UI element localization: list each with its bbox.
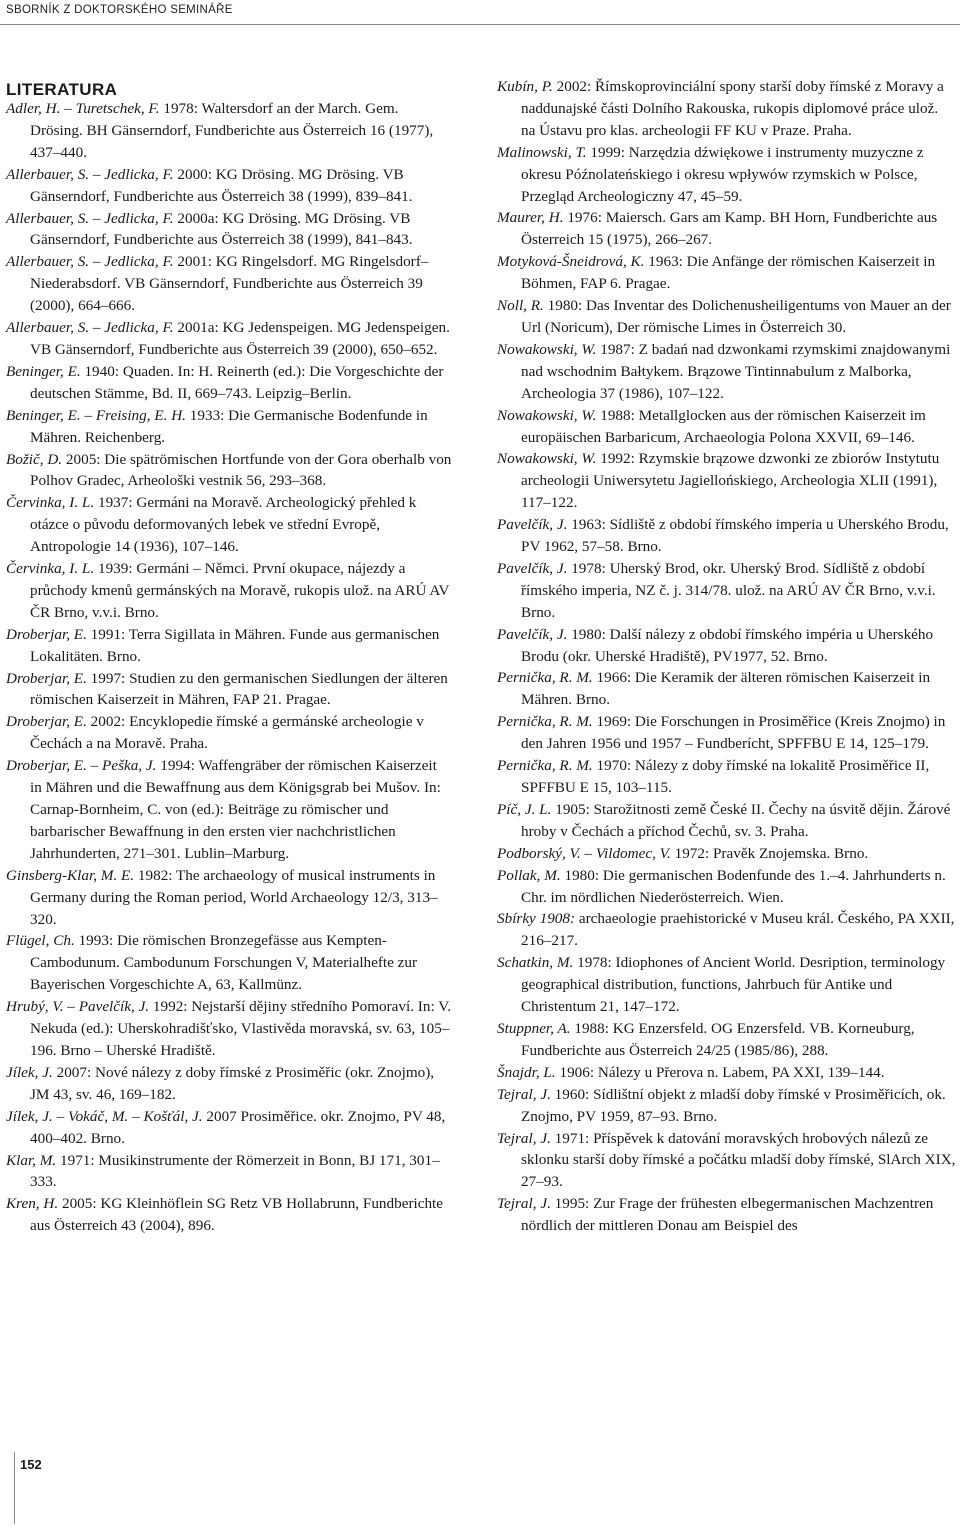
bibliography-entry xyxy=(497,514,956,558)
bibliography-entry xyxy=(497,76,956,142)
entry-text: 1994: Waffengräber der römischen Kaiserzeit in Mähren und die Bewaffnung aus dem Königsgrab bei Mušov. In: Carnap-Bornheim, C. von (ed.): Beiträge zu römischer und barbarischer Bewaffnung in den ersten vier nachchristlichen Jahrhunderten, 271–301. Lublin–Marburg. xyxy=(30,757,441,862)
bibliography-entry xyxy=(497,667,956,711)
entry-author: Tejral, J. xyxy=(497,1195,551,1213)
bibliography-entry xyxy=(497,251,956,295)
bibliography-entry xyxy=(497,624,956,668)
bibliography-entry xyxy=(6,1193,452,1237)
bibliography-entry xyxy=(6,668,452,712)
entry-text: 1963: Die Anfänge der römischen Kaiserzeit in Böhmen, FAP 6. Pragae. xyxy=(521,253,936,293)
bibliography-entry xyxy=(6,930,452,996)
entry-text: 2002: Římskoprovinciální spony starší doby římské z Moravy a naddunajské části Dolního Rakouska, rukopis diplomové práce ulož. na Ústavu pro klas. archeologii FF KU v Praze. Praha. xyxy=(521,78,944,139)
bibliography-entry xyxy=(6,865,452,931)
entry-author: Nowakowski, W. xyxy=(497,406,597,424)
entry-author: Jílek, J. – Vokáč, M. – Košťál, J. xyxy=(6,1107,203,1125)
entry-text: 1939: Germáni – Němci. První okupace, nájezdy a průchody kmenů germánských na Moravě, rukopis ulož. na ARÚ AV ČR Brno, v.v.i. Brno. xyxy=(30,560,450,621)
entry-text: 2000a: KG Drösing. MG Drösing. VB Gänserndorf, Fundberichte aus Österreich 38 (1999), 841–843. xyxy=(30,209,413,249)
entry-author: Červinka, I. L. xyxy=(6,560,95,578)
entry-author: Allerbauer, S. – Jedlicka, F. xyxy=(6,253,174,271)
bibliography-entry xyxy=(6,1106,452,1150)
header-divider xyxy=(0,24,960,25)
bibliography-entry xyxy=(497,207,956,251)
entry-text: 2005: KG Kleinhöflein SG Retz VB Hollabrunn, Fundberichte aus Österreich 43 (2004), 896. xyxy=(30,1195,444,1235)
entry-text: 1969: Die Forschungen in Prosiměřice (Kreis Znojmo) in den Jahren 1956 und 1957 – Fundberícht, SPFFBU E 14, 125–179. xyxy=(521,713,946,753)
bibliography-entry xyxy=(6,251,452,317)
bibliography-entry xyxy=(6,558,452,624)
entry-text: 1988: KG Enzersfeld. OG Enzersfeld. VB. Korneuburg, Fundberichte aus Österreich 24/25 (1985/86), 288. xyxy=(521,1019,915,1059)
section-title: LITERATURA xyxy=(6,80,118,99)
entry-author: Pernička, R. M. xyxy=(497,757,593,775)
entry-text: 1905: Starožitnosti země České II. Čechy na úsvitě dějin. Žárové hroby v Čechách a příchod Čechů, sv. 3. Praha. xyxy=(521,800,951,840)
entry-text: 1999: Narzędzia dźwiękowe i instrumenty muzyczne z okresu Późnolateńskiego i okresu wpływów rzymskich w Polsce, Przegląd Archeologiczny 47, 45–59. xyxy=(521,143,924,205)
bibliography-entry xyxy=(497,865,956,909)
bibliography-entry xyxy=(6,98,452,164)
bibliography-entry xyxy=(6,492,452,558)
entry-author: Droberjar, E. xyxy=(6,713,87,731)
entry-text: 1978: Waltersdorf an der March. Gem. Drösing. BH Gänserndorf, Fundberichte aus Österreich 16 (1977), 437–440. xyxy=(30,100,434,161)
entry-text: 1988: Metallglocken aus der römischen Kaiserzeit im europäischen Barbaricum, Archaeologia Polona XXVII, 69–146. xyxy=(521,406,926,446)
entry-author: Podborský, V. – Vildomec, V. xyxy=(497,844,671,862)
bibliography-entry xyxy=(497,1018,956,1062)
entry-author: Pernička, R. M. xyxy=(497,669,593,687)
entry-text: 1906: Nálezy u Přerova n. Labem, PA XXI, 139–144. xyxy=(555,1063,885,1081)
entry-text: 1992: Nejstarší dějiny středního Pomoraví. In: V. Nekuda (ed.): Uherskohradišťsko, Vlastivěda moravská, sv. 63, 105–196. Brno – Uherské Hradiště. xyxy=(30,998,452,1059)
entry-author: Tejral, J. xyxy=(497,1129,551,1147)
entry-author: Klar, M. xyxy=(6,1151,57,1169)
entry-text: 1980: Das Inventar des Dolichenusheiligentums von Mauer an der Url (Noricum), Der römische Limes in Österreich 30. xyxy=(521,297,951,336)
entry-author: Šnajdr, L. xyxy=(497,1063,556,1081)
entry-author: Droberjar, E. xyxy=(6,669,87,687)
entry-author: Pernička, R. M. xyxy=(497,713,593,731)
bibliography-entry xyxy=(6,405,452,449)
entry-text: 2001: KG Ringelsdorf. MG Ringelsdorf–Niederabsdorf. VB Gänserndorf, Fundberichte aus Österreich 39 (2000), 664–666. xyxy=(30,253,429,315)
entry-author: Tejral, J. xyxy=(497,1085,551,1103)
bibliography-entry xyxy=(6,361,452,405)
bibliography-entry xyxy=(497,908,956,952)
bibliography-entry xyxy=(6,208,452,252)
entry-author: Pavelčík, J. xyxy=(497,625,568,643)
bibliography-entry xyxy=(6,449,452,493)
entry-author: Beninger, E. xyxy=(6,362,81,380)
entry-author: Pavelčík, J. xyxy=(497,516,568,534)
bibliography-entry xyxy=(497,952,956,1018)
entry-author: Motyková-Šneidrová, K. xyxy=(497,253,645,271)
entry-text: 1933: Die Germanische Bodenfunde in Mähren. Reichenberg. xyxy=(30,406,428,446)
bibliography-entry xyxy=(497,1084,956,1128)
entry-author: Božič, D. xyxy=(6,450,63,468)
entry-text: 1997: Studien zu den germanischen Siedlungen der älteren römischen Kaiserzeit in Mähren, FAP 21. Pragae. xyxy=(30,669,448,709)
footer-divider xyxy=(14,1452,15,1524)
entry-author: Stuppner, A. xyxy=(497,1019,571,1037)
entry-text: 1966: Die Keramik der älteren römischen Kaiserzeit in Mähren. Brno. xyxy=(521,669,931,709)
entry-text: 2001a: KG Jedenspeigen. MG Jedenspeigen. VB Gänserndorf, Fundberichte aus Österreich 39 (2000), 650–652. xyxy=(30,319,450,358)
bibliography-entry xyxy=(497,295,956,339)
bibliography-entry xyxy=(6,1062,452,1106)
bibliography-entry xyxy=(497,448,956,514)
entry-author: Hrubý, V. – Pavelčík, J. xyxy=(6,998,150,1016)
entry-author: Allerbauer, S. – Jedlicka, F. xyxy=(6,209,174,227)
bibliography-entry xyxy=(497,711,956,755)
entry-author: Beninger, E. – Freising, E. H. xyxy=(6,406,186,424)
entry-author: Jílek, J. xyxy=(6,1063,53,1081)
entry-text: 2007: Nové nálezy z doby římské z Prosiměřic (okr. Znojmo), JM 43, sv. 46, 169–182. xyxy=(30,1063,435,1103)
entry-text: 1937: Germáni na Moravě. Archeologický přehled k otázce o původu deformovaných lebek ve střední Evropě, Antropologie 14 (1936), 107–146. xyxy=(30,494,417,556)
entry-text: 1995: Zur Frage der frühesten elbegermanischen Machzentren nördlich der mittleren Donau am Beispiel des xyxy=(521,1195,934,1235)
entry-text: archaeologie praehistorické v Museu král. Českého, PA XXII, 216–217. xyxy=(521,910,955,950)
entry-text: 1993: Die römischen Bronzegefässe aus Kempten-Cambodunum. Cambodunum Forschungen V, Materialhefte zur Bayerischen Vorgeschichte A, 63, Kallmünz. xyxy=(30,932,418,994)
entry-text: 1982: The archaeology of musical instruments in Germany during the Roman period, World Archaeology 12/3, 313–320. xyxy=(30,866,438,928)
entry-text: 2007 Prosiměřice. okr. Znojmo, PV 48, 400–402. Brno. xyxy=(30,1107,446,1147)
entry-author: Allerbauer, S. – Jedlicka, F. xyxy=(6,165,174,183)
entry-author: Adler, H. – Turetschek, F. xyxy=(6,100,160,117)
bibliography-entry xyxy=(497,1128,956,1194)
page-number: 152 xyxy=(20,1457,42,1472)
entry-author: Ginsberg-Klar, M. E. xyxy=(6,866,135,884)
entry-author: Nowakowski, W. xyxy=(497,450,597,468)
entry-text: 1976: Maiersch. Gars am Kamp. BH Horn, Fundberichte aus Österreich 15 (1975), 266–267. xyxy=(521,209,938,249)
bibliography-left-column xyxy=(6,98,452,1237)
bibliography-entry xyxy=(6,624,452,668)
bibliography-entry xyxy=(497,843,956,865)
entry-author: Pavelčík, J. xyxy=(497,559,568,577)
entry-text: 1940: Quaden. In: H. Reinerth (ed.): Die Vorgeschichte der deutschen Stämme, Bd. II, 669–743. Leipzig–Berlin. xyxy=(30,362,444,402)
bibliography-entry xyxy=(6,317,452,361)
bibliography-entry xyxy=(6,996,452,1062)
entry-author: Maurer, H. xyxy=(497,209,564,227)
entry-text: 1980: Die germanischen Bodenfunde des 1.–4. Jahrhunderts n. Chr. im nördlichen Niederösterreich. Wien. xyxy=(521,866,946,906)
bibliography-entry xyxy=(6,1150,452,1194)
entry-text: 2002: Encyklopedie římské a germánské archeologie v Čechách a na Moravě. Praha. xyxy=(30,713,424,753)
entry-author: Droberjar, E. – Peška, J. xyxy=(6,757,157,775)
bibliography-entry xyxy=(497,558,956,624)
entry-text: 2005: Die spätrömischen Hortfunde von der Gora oberhalb von Polhov Gradec, Arheološki vestnik 56, 293–368. xyxy=(30,450,452,490)
bibliography-entry xyxy=(497,1193,956,1237)
entry-author: Kren, H. xyxy=(6,1195,59,1213)
bibliography-right-column xyxy=(497,76,956,1237)
entry-author: Kubín, P. xyxy=(497,78,553,95)
entry-author: Červinka, I. L. xyxy=(6,494,95,512)
entry-author: Droberjar, E. xyxy=(6,625,87,643)
entry-text: 1978: Idiophones of Ancient World. Desription, terminology geographical distribution, functions, Jahrbuch für Antike und Christentum 21, 147–172. xyxy=(521,954,946,1016)
entry-text: 1991: Terra Sigillata in Mähren. Funde aus germanischen Lokalitäten. Brno. xyxy=(30,625,440,665)
entry-text: 1963: Sídliště z období římského imperia u Uherského Brodu, PV 1962, 57–58. Brno. xyxy=(521,516,949,556)
entry-author: Sbírky 1908: xyxy=(497,910,576,928)
bibliography-entry xyxy=(6,755,452,865)
entry-author: Noll, R. xyxy=(497,297,544,315)
bibliography-entry xyxy=(497,339,956,405)
entry-text: 1978: Uherský Brod, okr. Uherský Brod. Sídliště z období římského imperia, NZ č. j. 314/78. ulož. na ARÚ AV ČR Brno, v.v.i. Brno. xyxy=(521,559,936,621)
entry-author: Píč, J. L. xyxy=(497,800,552,818)
entry-text: 1971: Příspěvek k datování moravských hrobových nálezů ze sklonku starší doby římské a počátku mladší doby římské, SlArch XIX, 27–93. xyxy=(521,1129,956,1191)
entry-text: 1971: Musikinstrumente der Römerzeit in Bonn, BJ 171, 301–333. xyxy=(30,1151,440,1191)
entry-text: 2000: KG Drösing. MG Drösing. VB Gänserndorf, Fundberichte aus Österreich 38 (1999), 839–841. xyxy=(30,165,413,205)
bibliography-entry xyxy=(497,142,956,208)
entry-author: Flügel, Ch. xyxy=(6,932,75,950)
entry-text: 1972: Pravěk Znojemska. Brno. xyxy=(670,844,869,862)
bibliography-entry xyxy=(6,711,452,755)
entry-text: 1992: Rzymskie brązowe dzwonki ze zbiorów Instytutu archeologii Uniwersytetu Jagiellońskiego, Archeologia XLII (1991), 117–122. xyxy=(521,450,940,512)
bibliography-entry xyxy=(497,755,956,799)
entry-text: 1980: Další nálezy z období římského impéria u Uherského Brodu (okr. Uherské Hradiště), PV1977, 52. Brno. xyxy=(521,625,934,665)
entry-author: Pollak, M. xyxy=(497,866,561,884)
entry-text: 1960: Sídlištní objekt z mladší doby římské v Prosiměřicích, ok. Znojmo, PV 1959, 87–93. Brno. xyxy=(521,1085,946,1125)
entry-text: 1987: Z badań nad dzwonkami rzymskimi znajdowanymi nad wschodnim Bałtykem. Brązowe Tintinnabulum z Malborka, Archeologia 37 (1986), 107–122. xyxy=(521,340,951,402)
entry-author: Schatkin, M. xyxy=(497,954,574,972)
bibliography-entry xyxy=(497,405,956,449)
entry-author: Malinowski, T. xyxy=(497,143,587,161)
bibliography-entry xyxy=(497,799,956,843)
entry-text: 1970: Nálezy z doby římské na lokalitě Prosiměřice II, SPFFBU E 15, 103–115. xyxy=(521,757,930,796)
bibliography-entry xyxy=(6,164,452,208)
entry-author: Nowakowski, W. xyxy=(497,340,597,358)
running-header: SBORNÍK Z DOKTORSKÉHO SEMINÁŘE xyxy=(6,4,233,16)
bibliography-entry xyxy=(497,1062,956,1084)
entry-author: Allerbauer, S. – Jedlicka, F. xyxy=(6,319,174,337)
